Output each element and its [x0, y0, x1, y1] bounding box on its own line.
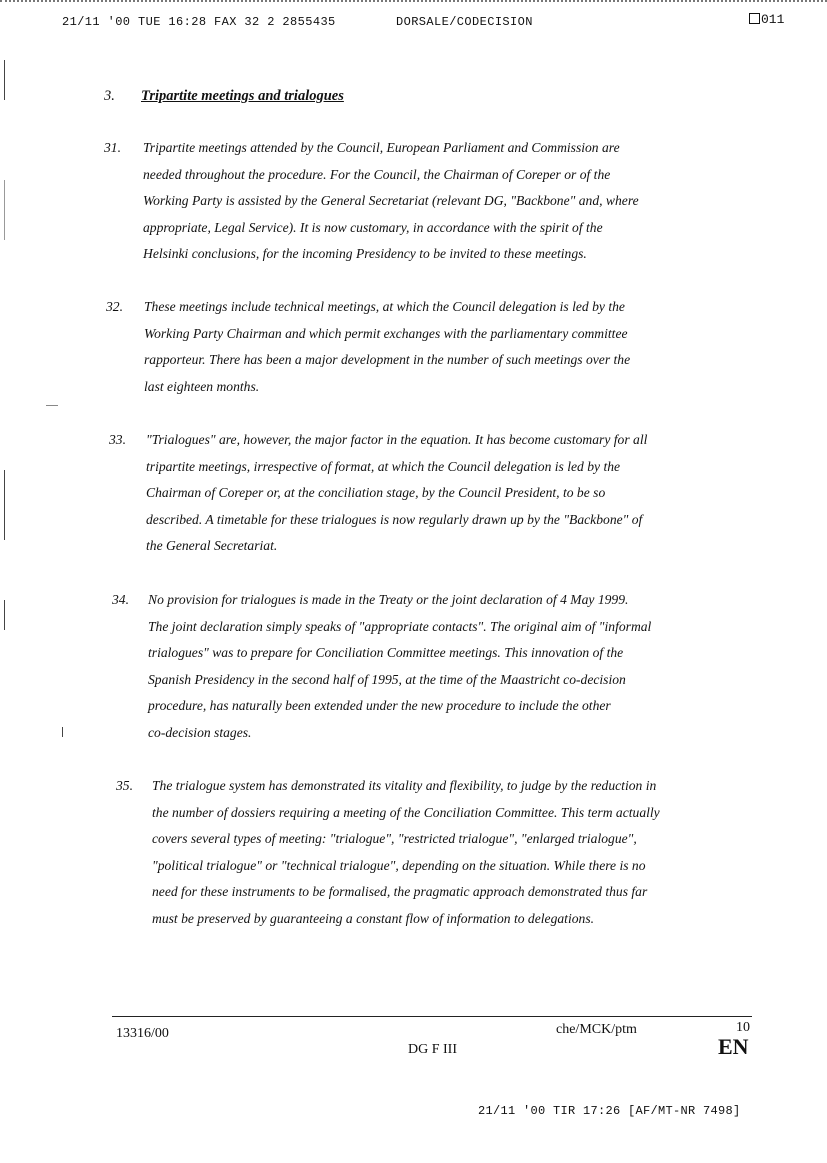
- paragraph-line: Chairman of Coreper or, at the conciliation stage, by the Council President, to be so: [146, 485, 606, 500]
- paragraph-line: rapporteur. There has been a major development in the number of such meetings over the: [144, 352, 631, 367]
- fax-box-icon: [749, 13, 760, 24]
- paragraph-line: Working Party Chairman and which permit exchanges with the parliamentary committee: [144, 325, 628, 341]
- paragraph-line: needed throughout the procedure. For the Council, the Chairman of Coreper or of the: [143, 166, 611, 182]
- paragraph-line: Working Party is assisted by the General Secretariat (relevant DG, "Backbone" and, where: [143, 193, 639, 208]
- paragraph-line: Helsinki conclusions, for the incoming Presidency to be invited to these meetings.: [143, 246, 587, 261]
- paragraph-line: described. A timetable for these trialogues is now regularly drawn up by the "Backbone" of: [146, 511, 643, 527]
- paragraph-line: procedure, has naturally been extended under the new procedure to include the other: [148, 698, 611, 713]
- paragraph-line: Tripartite meetings attended by the Council, European Parliament and Commission are: [143, 140, 620, 155]
- paragraph-line: the number of dossiers requiring a meeting of the Conciliation Committee. This term actually: [152, 804, 660, 820]
- fax-page-number: 011: [761, 12, 785, 27]
- paragraph-line: last eighteen months.: [144, 378, 260, 394]
- paragraph-line: need for these instruments to be formalised, the pragmatic approach demonstrated thus far: [152, 884, 648, 899]
- paragraph-line: The joint declaration simply speaks of "appropriate contacts". The original aim of "informal: [148, 618, 652, 634]
- paragraph-line: co-decision stages.: [148, 724, 252, 740]
- scan-margin-mark: [46, 405, 58, 406]
- section-title: Tripartite meetings and trialogues: [141, 88, 344, 104]
- page-number: 10: [736, 1020, 750, 1035]
- fax-header-sender: DORSALE/CODECISION: [396, 15, 533, 29]
- scan-margin-mark: [4, 470, 5, 540]
- paragraph-line: These meetings include technical meetings, at which the Council delegation is led by the: [144, 299, 625, 314]
- department: DG F III: [408, 1042, 457, 1057]
- paragraph-line: trialogues" was to prepare for Conciliation Committee meetings. This innovation of the: [148, 645, 624, 660]
- paragraph-line: "political trialogue" or "technical trialogue", depending on the situation. While there is no: [152, 857, 646, 873]
- fax-footer-transmission: 21/11 '00 TIR 17:26 [AF/MT-NR 7498]: [478, 1104, 741, 1118]
- fax-header-page: [749, 12, 784, 27]
- paragraph-text: [143, 135, 723, 268]
- paragraph-line: "Trialogues" are, however, the major factor in the equation. It has become customary for all: [146, 432, 648, 447]
- paragraph-number: 35.: [116, 778, 133, 793]
- paragraph-number: 33.: [109, 432, 126, 447]
- paragraph-line: covers several types of meeting: "trialogue", "restricted trialogue", "enlarged trialogue",: [152, 831, 637, 846]
- author-initials: che/MCK/ptm: [556, 1022, 637, 1037]
- language-code: EN: [718, 1034, 749, 1059]
- footer-rule: [112, 1016, 752, 1017]
- section-heading: [104, 88, 344, 105]
- paragraph-text: [148, 587, 742, 746]
- scan-margin-mark: [4, 60, 5, 100]
- paragraph-number: 34.: [112, 592, 129, 607]
- paragraph-number: 31.: [104, 140, 121, 155]
- paragraph-line: tripartite meetings, irrespective of format, at which the Council delegation is led by the: [146, 458, 621, 474]
- paragraph-line: appropriate, Legal Service). It is now customary, in accordance with the spirit of the: [143, 219, 603, 235]
- scan-margin-mark: [62, 727, 63, 737]
- section-number: 3.: [104, 88, 115, 104]
- scan-margin-mark: [4, 600, 5, 630]
- document-reference: 13316/00: [116, 1026, 169, 1041]
- fax-header-transmission: 21/11 '00 TUE 16:28 FAX 32 2 2855435: [62, 15, 336, 29]
- paragraph-text: [146, 427, 739, 560]
- paragraph-line: The trialogue system has demonstrated its vitality and flexibility, to judge by the reduction in: [152, 778, 657, 793]
- scan-margin-mark: [4, 180, 5, 240]
- paragraph-text: [152, 773, 748, 932]
- paragraph-line: must be preserved by guaranteeing a constant flow of information to delegations.: [152, 910, 595, 926]
- paragraph-line: No provision for trialogues is made in the Treaty or the joint declaration of 4 May 1999.: [148, 592, 629, 607]
- paragraph-line: the General Secretariat.: [146, 538, 278, 553]
- paragraph-number: 32.: [106, 299, 123, 314]
- paragraph-text: [144, 294, 724, 400]
- fax-top-edge: [0, 0, 827, 3]
- paragraph-line: Spanish Presidency in the second half of 1995, at the time of the Maastricht co-decision: [148, 671, 626, 687]
